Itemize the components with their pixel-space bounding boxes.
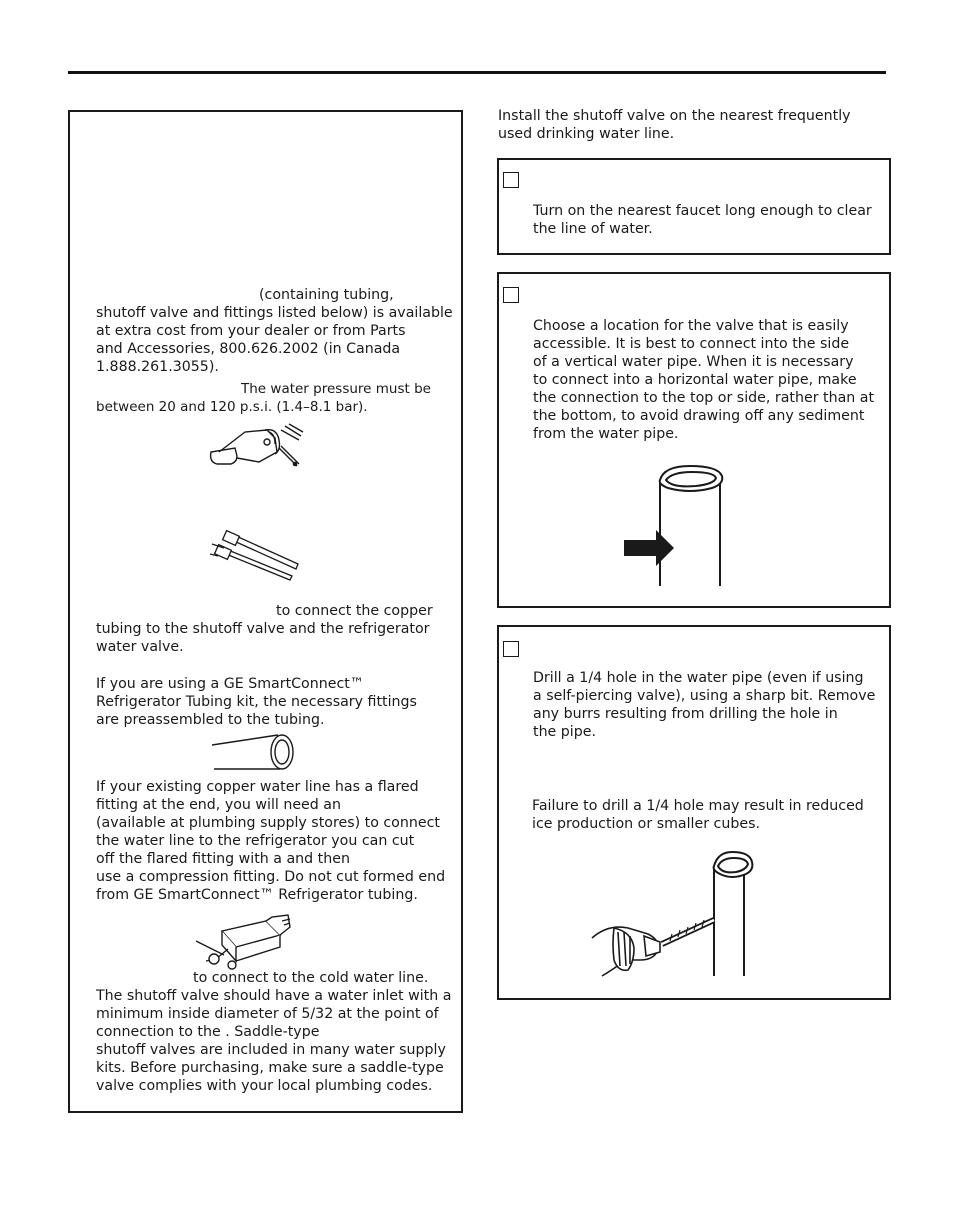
- step-checkbox-1[interactable]: [503, 172, 519, 188]
- step-text-2: Choose a location for the valve that is easily accessible. It is best to connect into the side of a vertical water pipe. When it is necessary to connect into a horizontal water pipe, make the connection to the top or side, rather than at the bottom, to avoid drawing off any sediment from the water pipe.: [533, 318, 875, 442]
- step-text-1: Turn on the nearest faucet long enough to clear the line of water.: [533, 203, 872, 237]
- compression-fittings-illustration: [208, 530, 308, 580]
- step-note-3: Failure to drill a 1/4 hole may result in reduced ice production or smaller cubes.: [532, 798, 864, 832]
- smartconnect-text: If you are using a GE SmartConnect™ Refrigerator Tubing kit, the necessary fittings are preassembled to the tubing.: [96, 676, 417, 728]
- step-text-3: Drill a 1/4 hole in the water pipe (even if using a self-piercing valve), using a sharp bit. Remove any burrs resulting from drilling the hole in the pipe.: [533, 670, 876, 740]
- copper-tubing-illustration: [208, 733, 298, 773]
- pressure-text: The water pressure must be between 20 and 120 p.s.i. (1.4–8.1 bar).: [96, 381, 431, 415]
- step-checkbox-2[interactable]: [503, 287, 519, 303]
- saddle-valve-illustration: [192, 913, 302, 973]
- step-checkbox-3[interactable]: [503, 641, 519, 657]
- pipe-drill-illustration: [588, 848, 758, 978]
- flared-fitting-text: If your existing copper water line has a flared fitting at the end, you will need an (available at plumbing supply stores) to connect the water line to the refrigerator you can cut off the flared fitting with a and then use a compression fitting. Do not cut formed end from GE SmartConnect™ Refrigerator tubing.: [96, 779, 446, 903]
- header-rule: [68, 71, 886, 74]
- drill-illustration: [205, 418, 305, 473]
- fittings-text: to connect the copper tubing to the shutoff valve and the refrigerator water valve.: [96, 603, 433, 655]
- intro-text: Install the shutoff valve on the nearest frequently used drinking water line.: [498, 108, 851, 142]
- valve-text-2: The shutoff valve should have a water inlet with a minimum inside diameter of 5/32 at the point of connection to the . Saddle-type shutoff valves are included in many water supply kits. Before purchasing, make sure a saddle-type valve complies with your local plumbing codes.: [96, 988, 452, 1094]
- valve-text-1: to connect to the cold water line.: [193, 970, 429, 986]
- kit-text: (containing tubing, shutoff valve and fittings listed below) is available at extra cost from your dealer or from Parts and Accessories, 800.626.2002 (in Canada 1.888.261.3055).: [96, 287, 453, 375]
- pipe-arrow-illustration: [620, 462, 730, 590]
